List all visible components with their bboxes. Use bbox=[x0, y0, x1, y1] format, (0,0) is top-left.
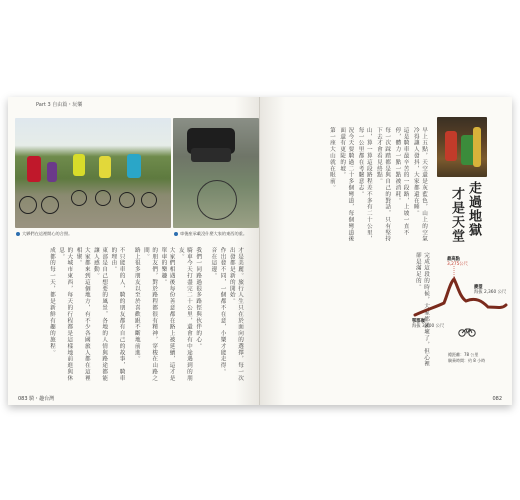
east-label-text: 慶望 bbox=[474, 285, 483, 290]
text-column: 完成這段的時候，大家都累壞了，但心裡卻是滿足的。 bbox=[414, 252, 429, 368]
text-column: 這是騎車最辛苦的一段路，上坡一直不停，體力一點一點被消耗。 bbox=[394, 127, 409, 236]
text-column: 我們一同路過很多路徑與伙伴的心。 bbox=[195, 247, 202, 350]
text-column: 東部是自己想要的風景，各地的人情與路途都能讓人感動。 bbox=[92, 247, 108, 382]
right-body-text bbox=[290, 127, 428, 247]
route-path-graphic bbox=[410, 257, 510, 352]
text-column: 大家都來到這個地方，有不少各國旅人都在這裡相聚。 bbox=[75, 247, 90, 382]
text-column: 況今天要騎過二十多個彎道，每個彎道後面還有更陡的坡。 bbox=[339, 127, 354, 243]
cyclist-portrait-photo bbox=[437, 117, 487, 177]
text-column: 的大城市東西，每天的行程都是這樣地前進與休息。 bbox=[58, 247, 73, 382]
chapter-title-line1: 走過地獄 bbox=[466, 181, 481, 237]
legend-distance: 總距離：78 公里 bbox=[448, 352, 479, 357]
east-label bbox=[474, 285, 506, 295]
text-column: 早上五點，天空還是灰藍色，山上的空氣冷得讓人發抖，大家都還在睡。 bbox=[412, 127, 427, 243]
page-number-left: 083 騎・趣台灣 bbox=[18, 396, 55, 402]
caption-marker-icon bbox=[174, 232, 178, 236]
page-number-right: 082 bbox=[492, 396, 502, 402]
text-column: 第一座大山就在眼前。 bbox=[328, 127, 335, 191]
text-column: 的朋友們，對於路程都很有精神，穿梭在山路之間。 bbox=[142, 247, 158, 382]
text-column: 大家們相遇後每份善意都在路上被延續，這才是單車的樂趣。 bbox=[160, 247, 175, 382]
book-spread bbox=[8, 97, 512, 405]
bicycle-icon bbox=[458, 327, 476, 337]
caption-marker-icon bbox=[16, 232, 20, 236]
left-page bbox=[8, 97, 260, 405]
text-column: 才是美麗。旅行人生只在於面向的選擇，每一次出發都是新的開始。 bbox=[228, 247, 243, 382]
text-column: 成都的每一天，都是新鮮有趣的旅程。 bbox=[48, 247, 55, 356]
peak-value: 3,275公尺 bbox=[447, 262, 468, 267]
left-body-text bbox=[38, 247, 244, 387]
running-head: Part 3 自由篇・玩樂 bbox=[36, 102, 83, 108]
group-photo bbox=[15, 118, 171, 228]
bike-bag-photo bbox=[173, 118, 259, 228]
text-column: 不只能車的人，騎的朋友都有自己的故事，騎車的理由。 bbox=[110, 247, 125, 382]
west-label-text: 鄂郡嶺 bbox=[412, 319, 425, 324]
route-elevation-map bbox=[410, 257, 510, 352]
caption-text: 大夥們在這裡開心的合照。 bbox=[22, 231, 73, 236]
text-column: 每一次踩踏都是與自己的對話，只有堅持下去才會看見終點。 bbox=[375, 127, 391, 243]
text-column: 音在這邊。 bbox=[210, 247, 217, 279]
text-column: 山，算一算這段路程差不多有二十公里，每一公里都在考驗意志。 bbox=[357, 127, 372, 243]
caption-text: 車後座承載沒什麼大家的東西的重。 bbox=[180, 231, 248, 236]
west-value: 海拔 3,400 公尺 bbox=[412, 324, 445, 329]
chapter-title-line2: 才是天堂 bbox=[449, 187, 464, 243]
west-label bbox=[412, 319, 444, 329]
text-column: 作出發不同，一個都不在意，小樂才能走得。 bbox=[219, 247, 226, 375]
peak-label bbox=[447, 257, 468, 267]
peak-label-text: 最高點 bbox=[447, 257, 460, 262]
caption-group-photo bbox=[16, 231, 72, 237]
text-column: 騎車今天打盡完二十公里，還會有中途遇到的朋友。 bbox=[177, 247, 192, 382]
east-value: 海拔 2,360 公尺 bbox=[474, 290, 507, 295]
legend-time: 騎乘時間：約 8 小時 bbox=[448, 358, 486, 363]
caption-bag-photo bbox=[174, 231, 247, 237]
route-legend bbox=[448, 352, 485, 364]
text-column: 路上很多朋友以至於喜歡跟不斷地前進。 bbox=[133, 247, 140, 363]
